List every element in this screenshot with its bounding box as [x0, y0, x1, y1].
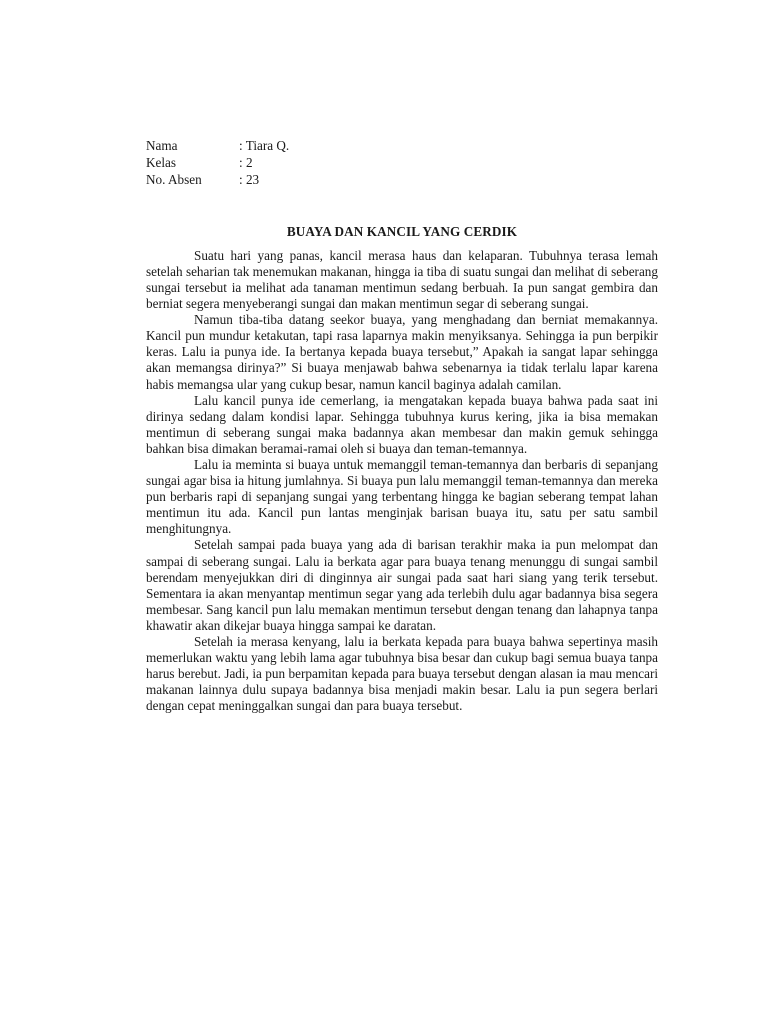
class-value: : 2: [239, 154, 253, 170]
student-name-row: [146, 138, 658, 155]
class-label: Kelas: [146, 154, 177, 170]
paragraph: Setelah ia merasa kenyang, lalu ia berkata kepada para buaya bahwa sepertinya masih memerlukan waktu yang lebih lama agar tubuhnya bisa besar dan cukup bagi semua buaya tanpa harus berebut. Jadi, ia pun berpamitan kepada para buaya tersebut dengan alasan ia mau mencari makanan lainnya dulu supaya badannya bisa menjadi makin besar. Lalu ia pun segera berlari dengan cepat meninggalkan sungai dan para buaya tersebut.: [146, 634, 658, 714]
paragraph: Lalu ia meminta si buaya untuk memanggil teman-temannya dan berbaris di sepanjang sungai agar bisa ia hitung jumlahnya. Si buaya pun lalu memanggil teman-temannya dan mereka pun berbaris rapi di sepanjang sungai yang terbentang hingga ke bagian seberang tempat lahan mentimun itu ada. Kancil pun lantas menginjak barisan buaya itu, satu per satu sambil menghitungnya.: [146, 456, 658, 537]
name-label: Nama: [146, 138, 178, 153]
absence-number-value: : 23: [239, 171, 260, 187]
story-body: [146, 248, 658, 715]
story-title: BUAYA DAN KANCIL YANG CERDIK: [286, 223, 518, 239]
absence-number-label: No. Absen: [146, 171, 202, 187]
paragraph: Namun tiba-tiba datang seekor buaya, yang menghadang dan berniat memakannya. Kancil pun mundur ketakutan, tapi rasa laparnya makin menyiksanya. Sehingga ia pun berpikir keras. Lalu ia punya ide. Ia bertanya kepada buaya tersebut,” Apakah ia sangat lapar sehingga akan memangsa dirinya?” Si buaya menjawab bahwa sebenarnya ia tidak terlalu lapar karena habis memangsa ular yang cukup besar, namun kancil baginya adalah camilan.: [146, 312, 658, 392]
document-page: [146, 138, 658, 714]
name-value: : Tiara Q.: [239, 138, 290, 153]
student-class-row: [146, 155, 658, 172]
paragraph: Suatu hari yang panas, kancil merasa haus dan kelaparan. Tubuhnya terasa lemah setelah seharian tak menemukan makanan, hingga ia tiba di suatu sungai dan melihat di seberang sungai tersebut ia melihat ada tanaman mentimun sedang berbuah. Ia pun sangat gembira dan berniat segera menyeberangi sungai dan makan mentimun segar di seberang sungai.: [146, 247, 658, 312]
student-number-row: [146, 172, 658, 189]
paragraph: Setelah sampai pada buaya yang ada di barisan terakhir maka ia pun melompat dan sampai di seberang sungai. Lalu ia berkata agar para buaya tenang menunggu di sungai sambil berendam menyejukkan diri di dinginnya air sungai pada saat hari siang yang terik tersebut. Sementara ia akan menyantap mentimun segar yang ada terlebih dulu agar badannya bisa segera membesar. Sang kancil pun lalu memakan mentimun tersebut dengan tenang dan lahapnya tanpa khawatir akan dikejar buaya hingga sampai ke daratan.: [146, 537, 658, 633]
paragraph: Lalu kancil punya ide cemerlang, ia mengatakan kepada buaya bahwa pada saat ini dirinya sedang dalam kondisi lapar. Sehingga tubuhnya kurus kering, jika ia bisa memakan mentimun di seberang sungai maka badannya akan membesar dan makin gemuk sehingga bahkan bisa dimakan beramai-ramai oleh si buaya dan teman-temannya.: [146, 392, 658, 456]
student-info: [146, 138, 658, 189]
